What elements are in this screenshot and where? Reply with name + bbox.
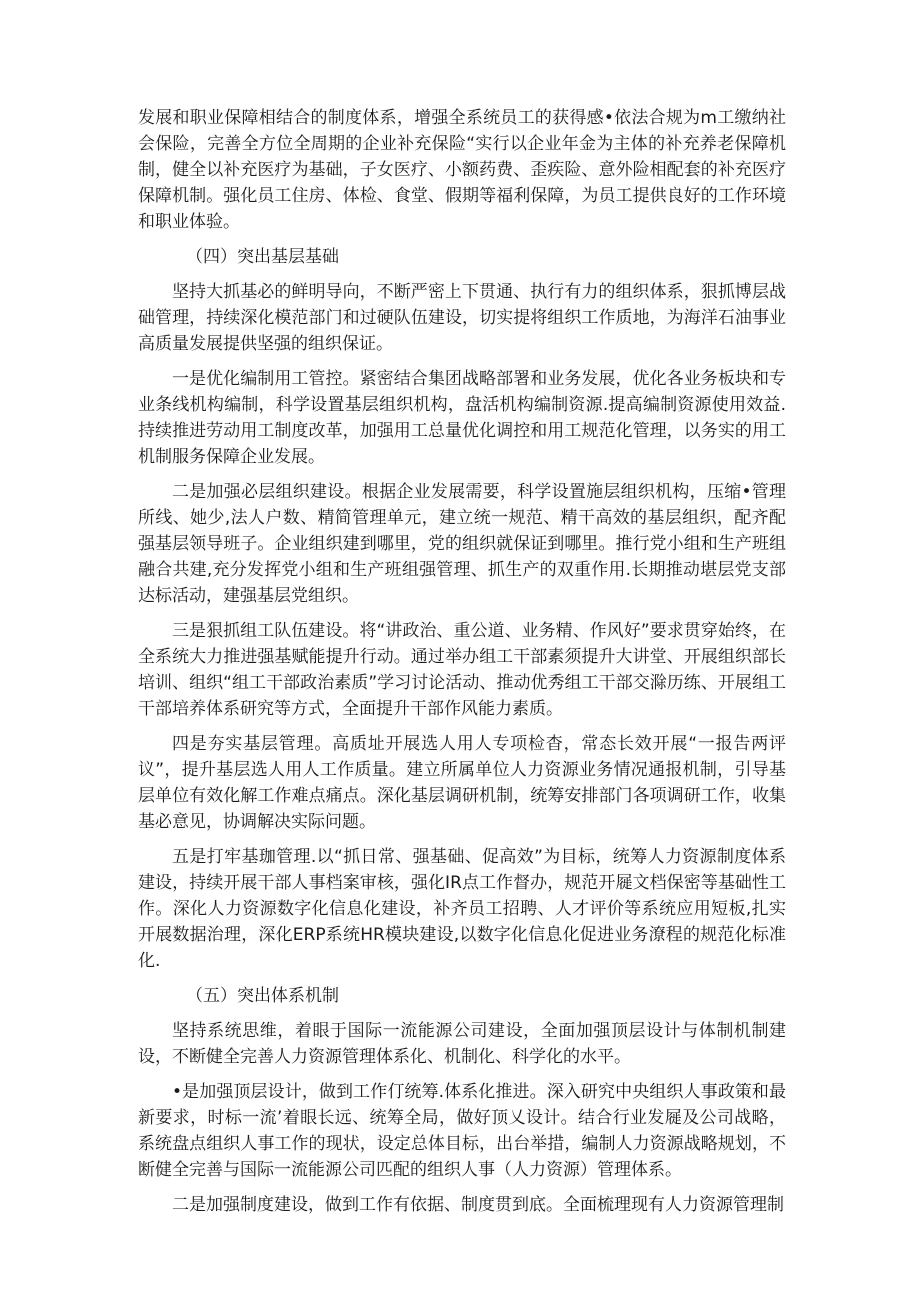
paragraph-grassroots-intro: 坚持大抓基必的鲜明导向，不断严密上下贯通、执行有力的组织体系，狠抓博层战础管理，持续深化模范部门和过硬队伍建设，切实提将组织工作质地，为海洋石油事业高质量发展提供坚强的组织保证。 xyxy=(138,282,786,354)
section-heading-4: （四）突出基层基础 xyxy=(186,247,339,267)
paragraph-point-2: 二是加强必层组织建设。根据企业发展需要，科学设置施层组织机构，压缩•管理所线、她少,法人户数、精简管理单元，建立统一规范、精干高效的基层组织，配齐配强基层领导班子。企业组织建到哪里，党的组织就保证到哪里。推行党小组和生产班组融合共建,充分发挥党小组和生产班组强管理、抓生产的双重作用.长期推动堪层党支部达标活动，建强基层党组织。 xyxy=(138,482,786,606)
paragraph-point-3: 三是狠抓组工队伍建设。将“讲政治、重公道、业务精、作风好”要求贯穿始终，在全系统大力推进强基赋能提升行动。通过举办组工干部素须提升大讲堂、开展组织部长培训、组织“组工干部政治素质”学习讨论活动、推动优秀组工干部交滁历练、开展组工干部培养体系研究等方式，全面提升干部作风能力素质。 xyxy=(138,621,786,719)
document-body xyxy=(138,105,786,1227)
paragraph-system-intro: 坚持系统思维，着眼于国际一流能源公司建设，全面加强顶层设计与体制机制建设，不断健全完善人力资源管理体系化、机制化、科学化的水平。 xyxy=(138,1021,786,1067)
paragraph-system-point-1: •是加强顶层设计，做到工作仃统筹.体系化推进。深入研究中央组织人事政策和最新要求，时标一流’着眼长远、统筹全局，做好顶乂设计。结合行业发屣及公司战略，系统盘点组织人事工作的现状，设定总体目标，出台举措，编制人力资源战略规划，不断健全完善与国际一流能源公司匹配的组织人事（人力资源）管理体系。 xyxy=(138,1082,786,1180)
paragraph-point-4: 四是夯实基层管理。高质址开展选人用人专项检杳，常态长效开展“一报告两评议”，提升基层选人用人工作质量。建立所属单位人力资源业务情况通报机制，引导基层单位有效化解工作难点痛点。深化基层调研机制，统筹安排部门各项调研工作，收集基必意见，协调解决实际问题。 xyxy=(138,734,786,832)
paragraph-system-point-2: 二是加强制度建设，做到工作有依据、制度贯到底。全面梳理现有人力资源管理制 xyxy=(172,1195,784,1215)
paragraph-point-5: 五是打牢基珈管理.以“抓日常、强基础、促高效”为目标，统筹人力资源制度体系建设，持续开展干部人事档案审核，强化IR点工作督办，规范开屣文档保密等基础性工作。深化人力资源数字化信息化建设，补齐员工招聘、人才评价等系统应用短板,扎实开展数据治理，深化ERP系统HR模块建设,以数字化信息化促进业务潦程的规范化标准化. xyxy=(138,847,786,971)
section-heading-5: （五）突出体系机制 xyxy=(186,986,339,1006)
paragraph-welfare-continuation: 发展和职业保障相结合的制度体系，增强全系统员工的获得感•依法合规为m工缴纳社会保险，完善全方位全周期的企业补充保险“实行以企业年金为主体的补充养老保障机制，健全以补充医疗为基础，子女医疗、小额药费、歪疾险、意外险相配套的补充医疗保障机制。强化员工住房、体检、食堂、假期等福利保障，为员工提供良好的工作环境和职业体验。 xyxy=(138,108,786,232)
paragraph-point-1: 一是优化编制用工管控。紧密结合集团战略部署和业务发展，优化各业务板块和专业条线机构编制，科学设置基层组织机构，盘活机构编制资源.提高编制资源使用效益.持续推进劳动用工制度改革，加强用工总量优化调控和用工规范化管理，以务实的用工机制服务保障企业发展。 xyxy=(138,369,786,467)
